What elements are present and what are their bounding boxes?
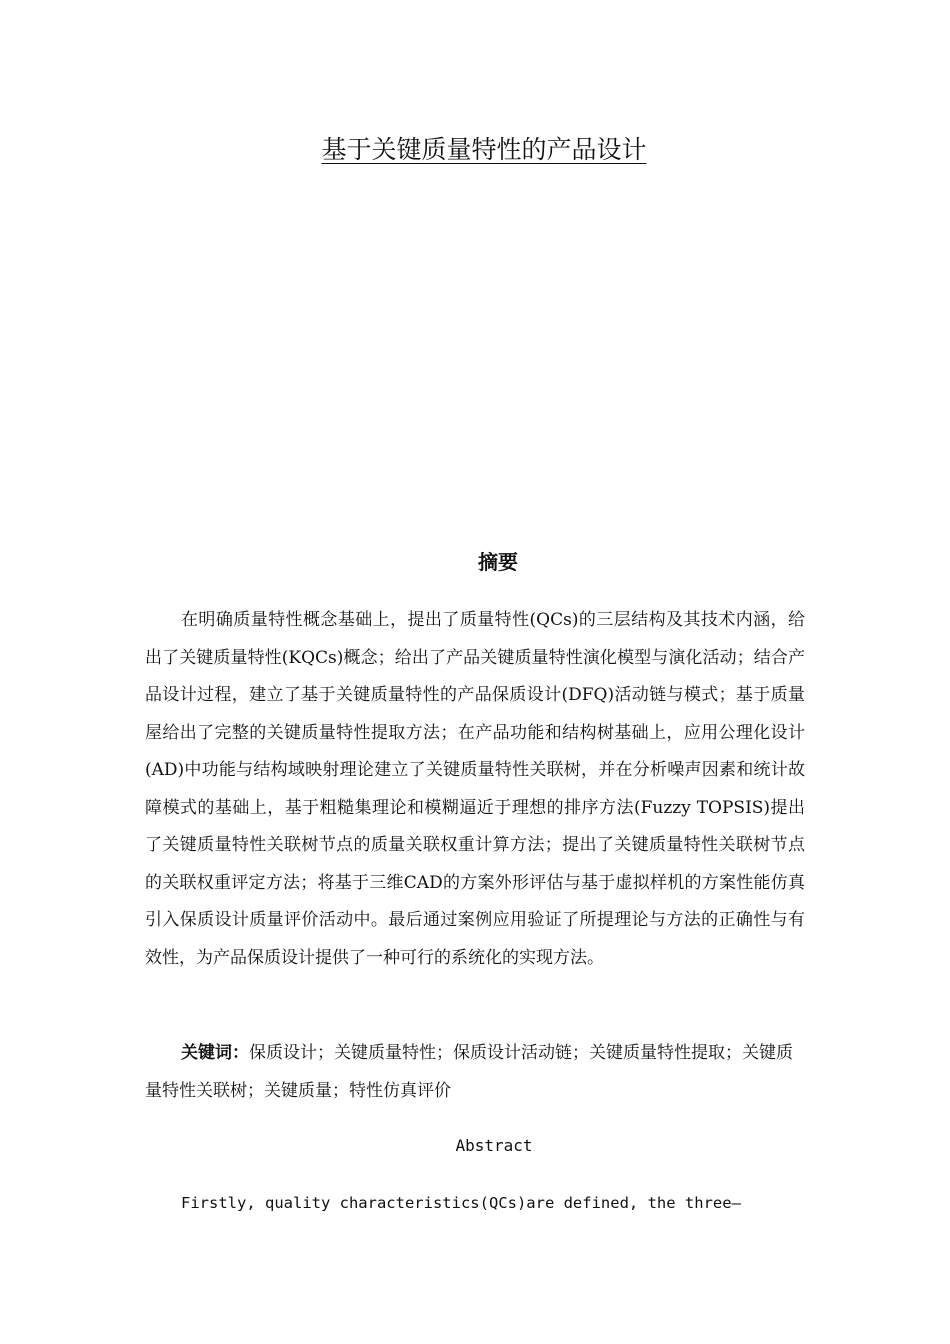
keywords-label: 关键词： [181,1043,249,1063]
abstract-cn-body: 在明确质量特性概念基础上，提出了质量特性(QCs)的三层结构及其技术内涵，给出了关键质量特性(KQCs)概念；给出了产品关键质量特性演化模型与演化活动；结合产品设计过程，建立了基于关键质量特性的产品保质设计(DFQ)活动链与模式；基于质量屋给出了完整的关键质量特性提取方法；在产品功能和结构树基础上，应用公理化设计(AD)中功能与结构域映射理论建立了关键质量特性关联树，并在分析噪声因素和统计故障模式的基础上，基于粗糙集理论和模糊逼近于理想的排序方法(Fuzzy TOPSIS)提出了关键质量特性关联树节点的质量关联权重计算方法；提出了关键质量特性关联树节点的关联权重评定方法；将基于三维CAD的方案外形评估与基于虚拟样机的方案性能仿真引入保质设计质量评价活动中。最后通过案例应用验证了所提理论与方法的正确性与有效性，为产品保质设计提供了一种可行的系统化的实现方法。 [145,610,805,968]
document-title-text: 基于关键质量特性的产品设计 [321,135,647,164]
abstract-en-heading: Abstract [455,1136,533,1155]
keywords-text: 保质设计；关键质量特性；保质设计活动链；关键质量特性提取；关键质量特性关联树；关键质量；特性仿真评价 [145,1043,793,1101]
abstract-cn-heading: 摘要 [478,550,518,574]
keywords-cn [145,1035,805,1110]
document-title [0,132,950,168]
abstract-en-body: Firstly, quality characteristics(QCs)are defined, the three— [181,1194,741,1212]
